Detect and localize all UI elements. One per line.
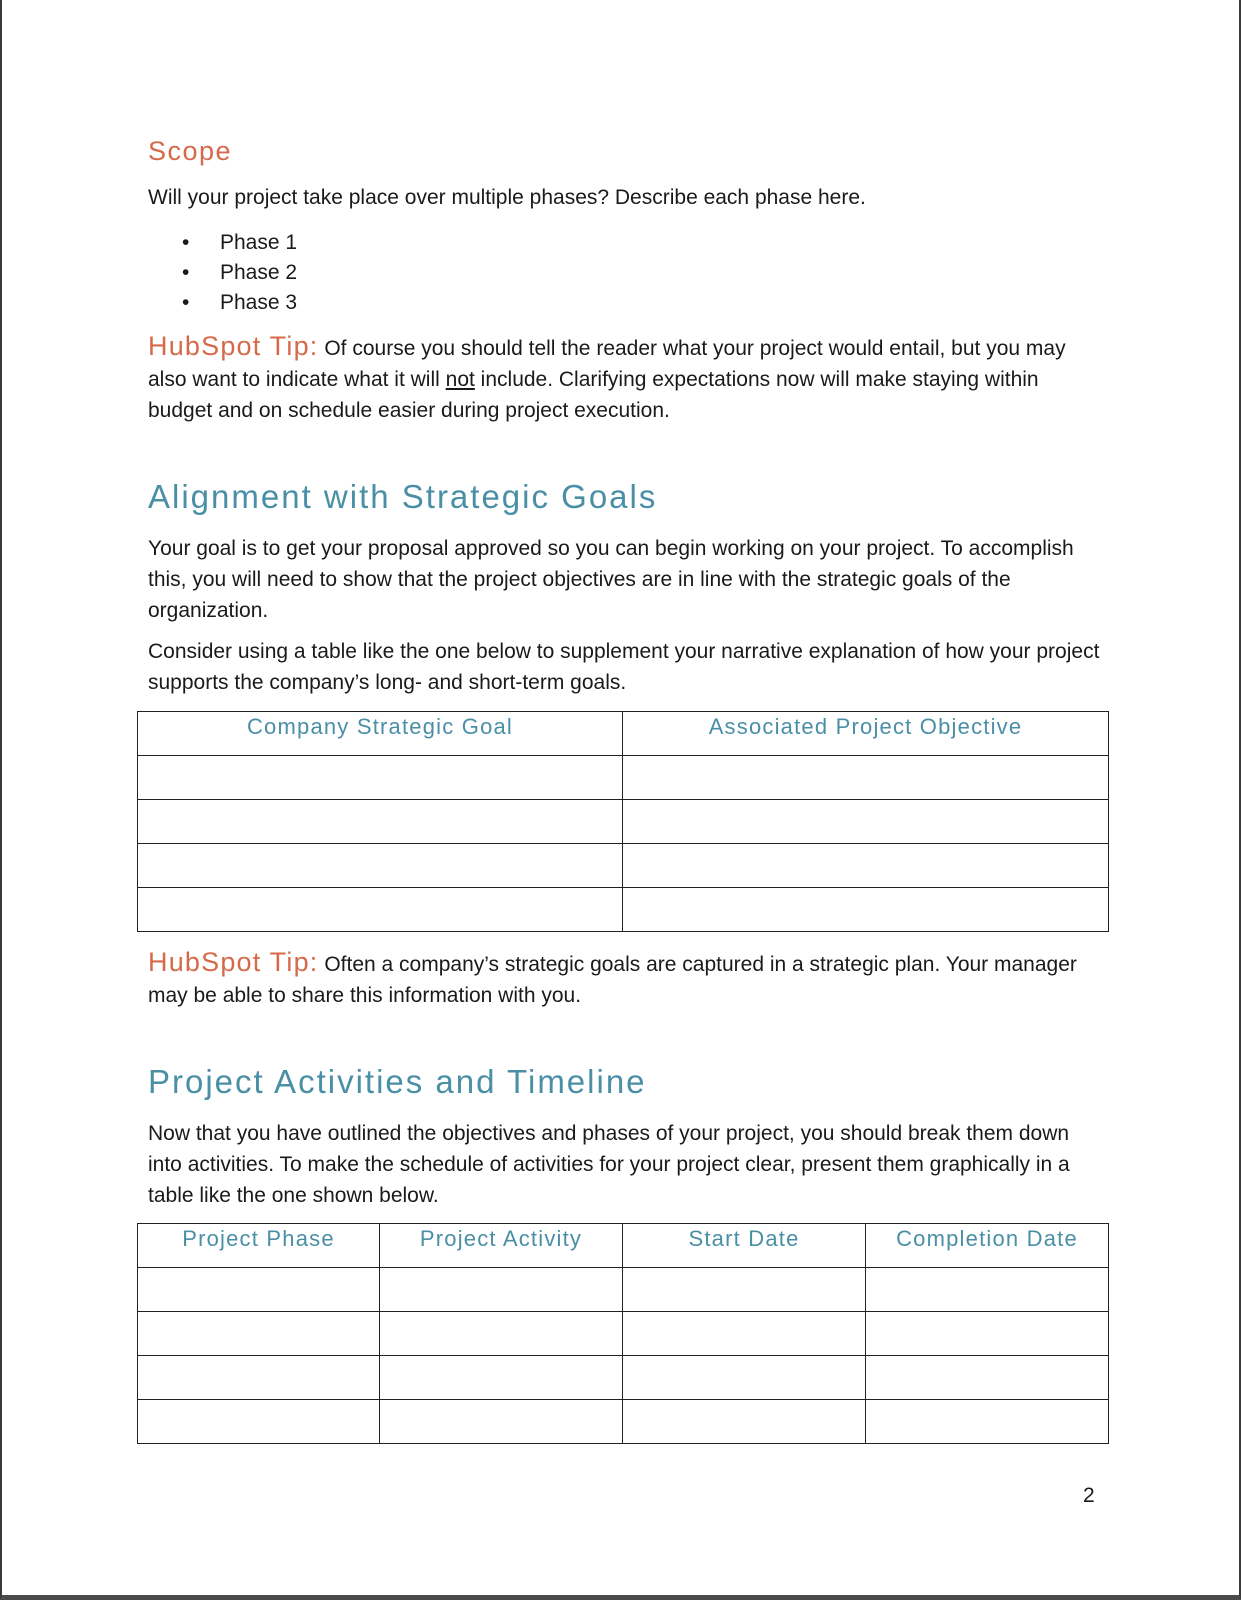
table-cell[interactable] bbox=[380, 1312, 623, 1356]
table-row bbox=[138, 1268, 1109, 1312]
table-cell[interactable] bbox=[138, 1268, 380, 1312]
table-cell[interactable] bbox=[623, 888, 1109, 932]
table-cell[interactable] bbox=[623, 1356, 866, 1400]
table-row bbox=[138, 1312, 1109, 1356]
strategic-goals-table bbox=[137, 711, 1109, 932]
table-cell[interactable] bbox=[866, 1400, 1109, 1444]
underlined-word: not bbox=[445, 368, 475, 391]
bullet-item: • Phase 2 bbox=[182, 258, 297, 288]
table-header-cell: Company Strategic Goal bbox=[138, 712, 623, 756]
table-header-cell: Project Phase bbox=[138, 1224, 380, 1268]
table-cell[interactable] bbox=[623, 1268, 866, 1312]
table-header-cell: Completion Date bbox=[866, 1224, 1109, 1268]
table-cell[interactable] bbox=[138, 888, 623, 932]
table-cell[interactable] bbox=[380, 1356, 623, 1400]
alignment-paragraph-2: Consider using a table like the one below to supplement your narrative explanation of how your project supports the company’s long- and short-term goals. bbox=[148, 640, 1100, 694]
bullet-icon: • bbox=[182, 261, 190, 284]
table-cell[interactable] bbox=[623, 1312, 866, 1356]
scope-tip: HubSpot Tip: Of course you should tell the reader what your project would entail, but you may also want to indicate what it will not include. Clarifying expectations now will make staying within budget and on schedule easier during project execution. bbox=[148, 331, 1066, 422]
page-number: 2 bbox=[1083, 1484, 1095, 1507]
table-row bbox=[138, 1400, 1109, 1444]
tip-label: HubSpot Tip: bbox=[148, 331, 319, 361]
table-cell[interactable] bbox=[623, 844, 1109, 888]
table-row bbox=[138, 800, 1109, 844]
bullet-item: • Phase 1 bbox=[182, 228, 297, 258]
table-row bbox=[138, 888, 1109, 932]
activities-paragraph: Now that you have outlined the objectives and phases of your project, you should break them down into activities. To make the schedule of activities for your project clear, present them graphically in a table like the one shown below. bbox=[148, 1122, 1070, 1207]
table-cell[interactable] bbox=[866, 1356, 1109, 1400]
table-cell[interactable] bbox=[623, 1400, 866, 1444]
tip-label: HubSpot Tip: bbox=[148, 947, 319, 977]
activities-table bbox=[137, 1223, 1109, 1444]
table-cell[interactable] bbox=[623, 756, 1109, 800]
scope-intro: Will your project take place over multiple phases? Describe each phase here. bbox=[148, 186, 866, 209]
table-cell[interactable] bbox=[138, 844, 623, 888]
table-cell[interactable] bbox=[866, 1268, 1109, 1312]
scope-heading: Scope bbox=[148, 136, 233, 166]
table-cell[interactable] bbox=[138, 1312, 380, 1356]
table-cell[interactable] bbox=[623, 800, 1109, 844]
bullet-icon: • bbox=[182, 231, 190, 254]
table-cell[interactable] bbox=[138, 800, 623, 844]
table-cell[interactable] bbox=[380, 1268, 623, 1312]
bullet-icon: • bbox=[182, 291, 190, 314]
alignment-paragraph-1: Your goal is to get your proposal approved so you can begin working on your project. To accomplish this, you will need to show that the project objectives are in line with the strategic goals of the organization. bbox=[148, 537, 1074, 622]
table-header-cell: Associated Project Objective bbox=[623, 712, 1109, 756]
table-row bbox=[138, 756, 1109, 800]
table-cell[interactable] bbox=[138, 1356, 380, 1400]
bullet-item: • Phase 3 bbox=[182, 288, 297, 318]
table-cell[interactable] bbox=[138, 756, 623, 800]
activities-heading: Project Activities and Timeline bbox=[148, 1063, 647, 1100]
alignment-heading: Alignment with Strategic Goals bbox=[148, 478, 658, 515]
alignment-tip: HubSpot Tip: Often a company’s strategic goals are captured in a strategic plan. Your manager may be able to share this information with you. bbox=[148, 947, 1077, 1007]
table-header-row bbox=[138, 712, 1109, 756]
table-header-row bbox=[138, 1224, 1109, 1268]
table-header-cell: Start Date bbox=[623, 1224, 866, 1268]
table-row bbox=[138, 844, 1109, 888]
table-header-cell: Project Activity bbox=[380, 1224, 623, 1268]
table-cell[interactable] bbox=[866, 1312, 1109, 1356]
table-row bbox=[138, 1356, 1109, 1400]
table-cell[interactable] bbox=[380, 1400, 623, 1444]
table-cell[interactable] bbox=[138, 1400, 380, 1444]
